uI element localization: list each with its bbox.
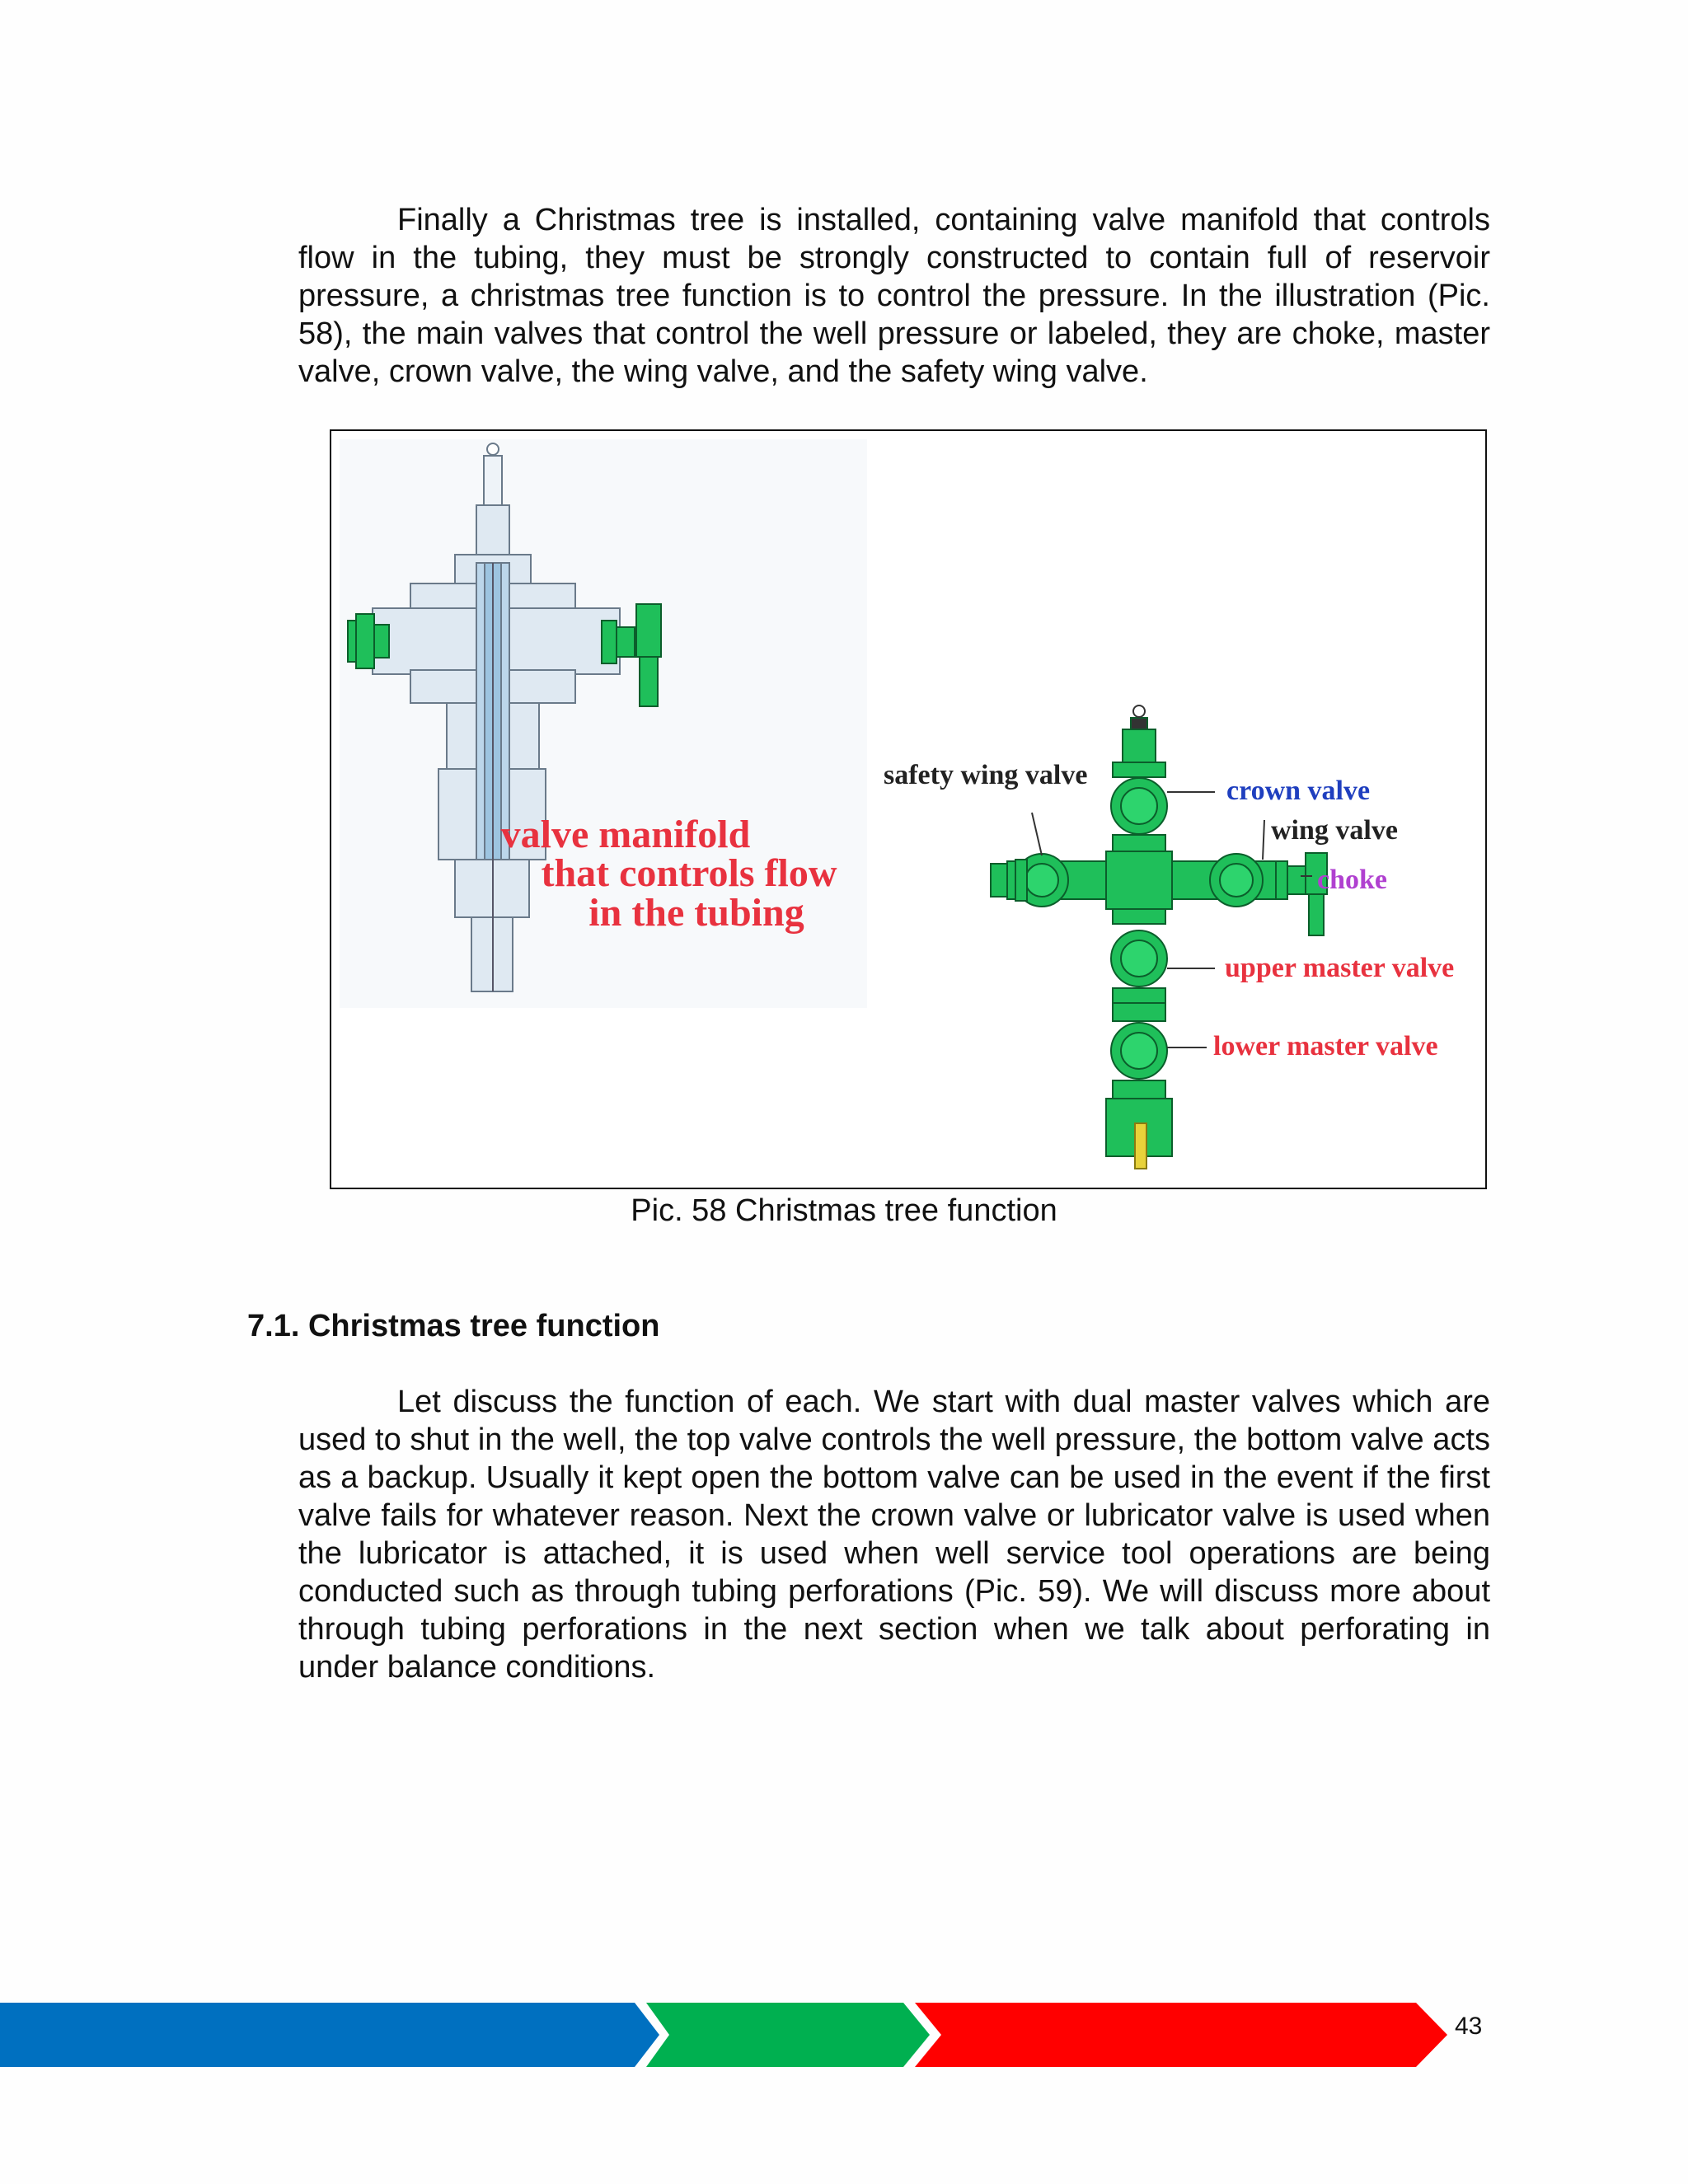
footer-red-arrow [915,2003,1447,2067]
crown-valve-label: crown valve [1226,776,1371,806]
wing-valve-label: wing valve [1271,815,1398,846]
manifold-label-line-1: valve manifold [500,813,751,856]
lower-master-valve-label: lower master valve [1213,1031,1438,1062]
footer-green-arrow [646,2003,930,2067]
upper-master-valve-label: upper master valve [1225,953,1455,983]
figure-caption: Pic. 58 Christmas tree function [631,1193,1057,1228]
page-number: 43 [1455,2013,1483,2040]
section-heading: 7.1. Christmas tree function [247,1309,660,1343]
intro-paragraph: Finally a Christmas tree is installed, containing valve manifold that controls flow in the tubing, they must be strongly constructed to contain full of reservoir pressure, a christmas tree function is to control the pressure. In the illustration (Pic. 58), the main valves that control the well pressure or labeled, they are choke, master valve, crown valve, the wing valve, and the safety wing valve. [298,203,1490,389]
footer-blue-arrow [0,2003,659,2067]
function-paragraph: Let discuss the function of each. We start with dual master valves which are used to shut in the well, the top valve controls the well pressure, the bottom valve acts as a backup. Usually it kept open the bottom valve can be used in the event if the first valve fails for whatever reason. Next the crown valve or lubricator valve is used when the lubricator is attached, it is used when well service tool operations are being conducted such as through tubing perforations (Pic. 59). We will discuss more about through tubing perforations in the next section when we talk about perforating in under balance conditions. [298,1385,1490,1685]
safety-wing-valve-label: safety wing valve [884,760,1088,790]
christmas-tree-figure [330,429,1487,1189]
leader-lines [1032,792,1312,1047]
choke-label: choke [1317,865,1387,895]
christmas-tree-diagram [331,431,1487,1189]
footer-arrow-band [0,1998,1688,2072]
manifold-label-line-2: that controls flow [541,851,837,895]
manifold-label-line-3: in the tubing [588,891,804,935]
